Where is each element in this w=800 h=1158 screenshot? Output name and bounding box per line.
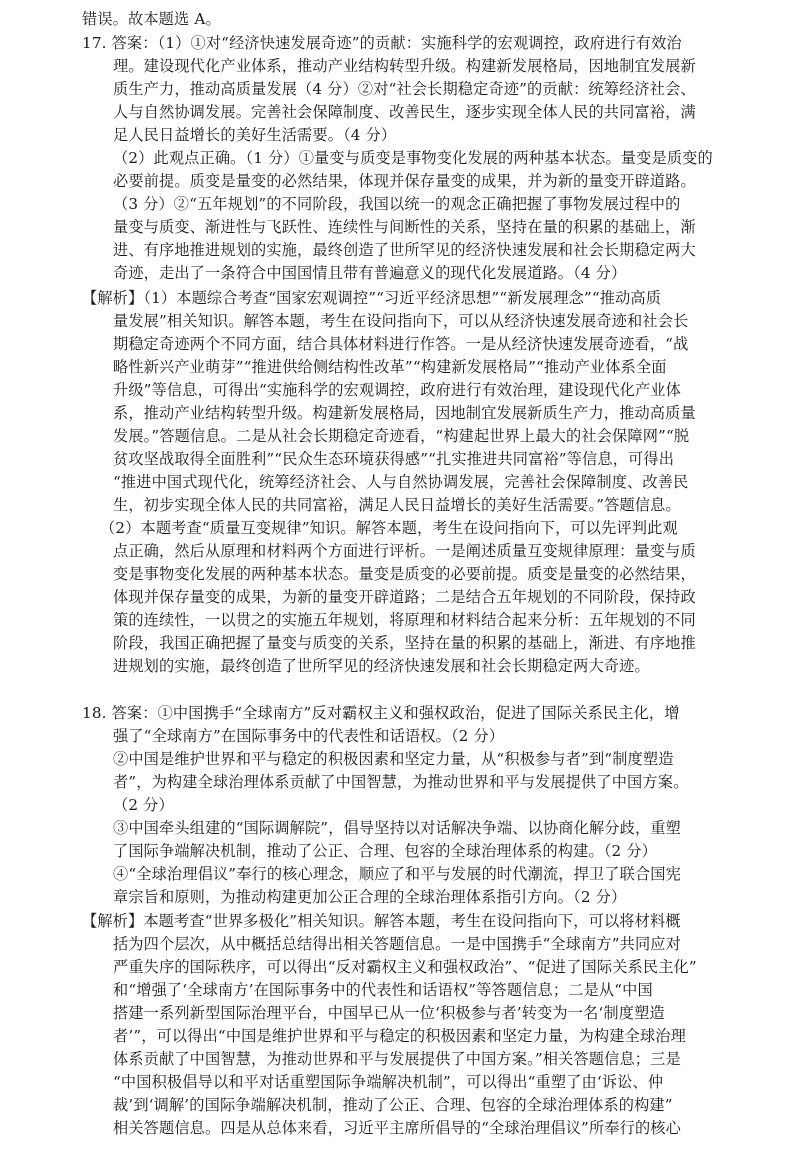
text-line: 系，推动产业结构转型升级。构建新发展格局，因地制宜发展新质生产力，推动高质量 (113, 404, 696, 422)
text-line: 足人民日益增长的美好生活需要。（4 分） (113, 126, 397, 144)
text-line: ④“全球治理倡议”奉行的核心理念，顺应了和平与发展的时代潮流，捍卫了联合国宪 (113, 865, 681, 883)
text-line: 发展。”答题信息。二是从社会长期稳定奇迹看，“构建起世界上最大的社会保障网”“脱 (113, 427, 690, 445)
text-line: “推进中国式现代化，统筹经济社会、人与自然协调发展，完善社会保障制度、改善民 (113, 473, 689, 491)
text-line: 相关答题信息。四是从总体来看，习近平主席所倡导的“全球治理倡议”所奉行的核心 (113, 1119, 681, 1137)
text-line: （2）本题考查“质量互变规律”知识。解答本题，考生在设问指向下，可以先评判此观 (100, 519, 678, 537)
text-line: （2 分） (113, 796, 174, 814)
text-line: 期稳定奇迹两个不同方面，结合具体材料进行作答。一是从经济快速发展奇迹看，“战 (113, 335, 689, 353)
text-line: 搭建一系列新型国际治理平台，中国早已从一位‘积极参与者’转变为一名‘制度塑造 (113, 1004, 665, 1022)
text-line: 点正确，然后从原理和材料两个方面进行评析。一是阐述质量互变规律原理：量变与质 (113, 542, 696, 560)
text-line: 了国际争端解决机制，推动了公正、合理、包容的全球治理体系的构建。（2 分） (113, 842, 658, 860)
text-line: 进规划的实施，最终创造了世所罕见的经济快速发展和社会长期稳定两大奇迹。 (113, 657, 650, 675)
text-line: 进、有序地推进规划的实施，最终创造了世所罕见的经济快速发展和社会长期稳定两大 (113, 241, 696, 259)
text-line: 裁’到‘调解’的国际争端解决机制，推动了公正、合理、包容的全球治理体系的构建” (113, 1096, 673, 1114)
text-line: 贫攻坚战取得全面胜利”“民众生态环境获得感”“扎实推进共同富裕”等信息，可得出 (113, 450, 675, 468)
text-line: ②中国是维护世界和平与稳定的积极因素和坚定力量，从“积极参与者”到“制度塑造 (113, 750, 674, 768)
text-line: ③中国牵头组建的“国际调解院”，倡导坚持以对话解决争端、以协商化解分歧，重塑 (113, 819, 681, 837)
text-line: 错误。故本题选 A。 (82, 10, 221, 28)
text-line: 升级”等信息，可得出“实施科学的宏观调控，政府进行有效治理，建设现代化产业体 (113, 381, 681, 399)
text-line: 【解析】本题考查“世界多极化”相关知识。解答本题，考生在设问指向下，可以将材料概 (82, 912, 681, 930)
text-line: 量变与质变、渐进性与飞跃性、连续性与间断性的关系，坚持在量的积累的基础上，渐 (113, 218, 696, 236)
text-line: 和“增强了‘全球南方’在国际事务中的代表性和话语权”等答题信息；二是从“中国 (113, 981, 653, 999)
text-line: 括为四个层次，从中概括总结得出相关答题信息。一是中国携手“全球南方”共同应对 (113, 935, 681, 953)
text-line: 【解析】（1）本题综合考查“国家宏观调控”“习近平经济思想”“新发展理念”“推动高质 (82, 289, 662, 307)
text-line: 章宗旨和原则，为推动构建更加公正合理的全球治理体系指引方向。（2 分） (113, 888, 627, 906)
text-line: 生，初步实现全体人民的共同富裕，满足人民日益增长的美好生活需要。”答题信息。 (113, 496, 681, 514)
text-line: 17. 答案：（1）①对“经济快速发展奇迹”的贡献：实施科学的宏观调控，政府进行有效治 (82, 34, 682, 52)
text-line: 策的连续性，一以贯之的实施五年规划，将原理和材料结合起来分析：五年规划的不同 (113, 611, 696, 629)
text-line: （3 分）②“五年规划”的不同阶段，我国以统一的观念正确把握了事物发展过程中的 (113, 195, 681, 213)
text-line: 人与自然协调发展。完善社会保障制度、改善民生，逐步实现全体人民的共同富裕，满 (113, 103, 696, 121)
text-line: 必要前提。质变是量变的必然结果，体现并保存量变的成果，并为新的量变开辟道路。 (113, 172, 696, 190)
text-line: （2）此观点正确。（1 分）①量变与质变是事物变化发展的两种基本状态。量变是质变的 (113, 149, 713, 167)
text-line: 者’”，可以得出“中国是维护世界和平与稳定的积极因素和坚定力量，为构建全球治理 (113, 1027, 686, 1045)
text-line: 者”，为构建全球治理体系贡献了中国智慧，为推动世界和平与发展提供了中国方案。 (113, 773, 689, 791)
text-line: 18. 答案：①中国携手“全球南方”反对霸权主义和强权政治，促进了国际关系民主化，增 (82, 704, 680, 722)
text-line: 量发展”相关知识。解答本题，考生在设问指向下，可以从经济快速发展奇迹和社会长 (113, 312, 689, 330)
text-line: 略性新兴产业萌芽”“推进供给侧结构性改革”“构建新发展格局”“推动产业体系全面 (113, 358, 667, 376)
text-line: 质生产力，推动高质量发展（4 分）②对“社会长期稳定奇迹”的贡献：统筹经济社会、 (113, 80, 696, 98)
text-line: 阶段，我国正确把握了量变与质变的关系，坚持在量的积累的基础上，渐进、有序地推 (113, 634, 696, 652)
text-line: 变是事物变化发展的两种基本状态。量变是质变的必要前提。质变是量变的必然结果， (113, 565, 696, 583)
text-line: 理。建设现代化产业体系，推动产业结构转型升级。构建新发展格局，因地制宜发展新 (113, 57, 696, 75)
text-line: 严重失序的国际秩序，可以得出“反对霸权主义和强权政治”、“促进了国际关系民主化” (113, 958, 697, 976)
text-line: 体现并保存量变的成果，为新的量变开辟道路；二是结合五年规划的不同阶段，保持政 (113, 588, 696, 606)
text-line: “中国积极倡导以和平对话重塑国际争端解决机制”，可以得出“重塑了由‘诉讼、仲 (113, 1073, 664, 1091)
text-line: 体系贡献了中国智慧，为推动世界和平与发展提供了中国方案。”相关答题信息；三是 (113, 1050, 681, 1068)
text-line: 强了“全球南方”在国际事务中的代表性和话语权。（2 分） (113, 727, 505, 745)
text-line: 奇迹，走出了一条符合中国国情且带有普遍意义的现代化发展道路。（4 分） (113, 264, 627, 282)
